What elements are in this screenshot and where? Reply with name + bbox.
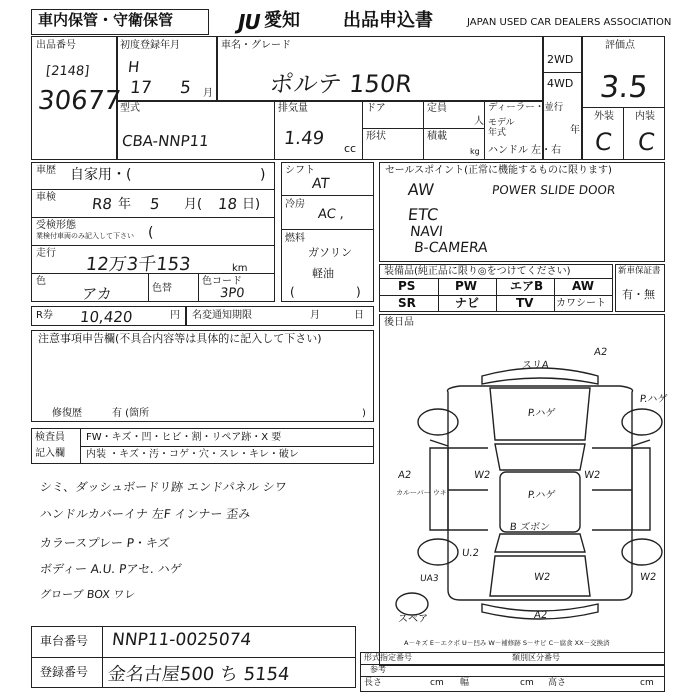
inspection-day-unit: 日) [242,197,261,212]
displacement-value: 1.49 [282,128,326,149]
fuel-label: 燃料 [285,233,305,244]
name-change-day: 日 [354,310,364,321]
fuel-diesel: 軽油 [312,267,334,280]
receipt-label: 受検形態 [36,220,76,231]
ac-label: 冷房 [285,199,305,210]
name-change-label: 名変通知期限 [192,310,252,321]
receipt-value: ( [148,225,154,241]
color-code-value: 3P0 [219,286,246,301]
note-line-1: シミ、ダッシュボードリ跡 エンドパネル シワ [39,480,288,494]
model-year-label-2: 年式 [488,128,507,138]
lot-label: 出品番号 [36,40,76,51]
color-value: アカ [81,285,113,303]
warranty-label: 新車保証書 [618,266,661,276]
drive-2wd: 2WD [547,53,574,66]
shift-label: シフト [285,165,315,176]
inspection-month: 5 [149,195,161,213]
score-value: 3.5 [598,70,650,105]
note-line-3: カラースプレー P・キズ [39,536,171,550]
equip-pw: PW [455,279,478,293]
equip-airbag: エアB [510,279,544,293]
recycle-value: 10,420 [79,308,134,326]
length-unit: cm [430,678,444,688]
diagram-side-note: カルーバー ウキ [395,489,448,497]
diagram-w2-rear: W2 [533,572,551,583]
history-label: 車歴 [36,165,56,176]
capacity-unit: 人 [474,116,484,127]
inspector-label-1: 検査員 [35,432,65,443]
registration-year: 17 [128,78,153,98]
equipment-label: 装備品(純正品に限り◎をつけてください) [384,266,571,277]
history-close: ) [260,167,266,183]
ju-logo: JU [238,10,260,34]
shape-label: 形状 [366,131,386,142]
note-line-2: ハンドルカバーイナ 左F インナー 歪み [39,507,252,521]
after-items-label: 後日品 [384,317,414,328]
inspection-day: 18 [217,195,239,213]
interior-label: 内装 [635,111,655,122]
height-unit: cm [640,678,654,688]
width-label: 幅 [460,678,470,688]
dealer-label: ディーラー・並行 [488,102,564,113]
damage-legend: A－キズ E－エクボ U－凹み W－補修跡 S－サビ C－腐食 XX－交換済 [404,639,610,647]
door-label: ドア [366,103,386,114]
diagram-w2-right: W2 [583,470,601,481]
mileage-value: 12万3千153 [84,254,192,275]
inspection-month-unit: 月( [184,197,203,212]
registration-month-unit: 月 [203,88,213,99]
inspector-row-2: 内装 ・キズ・汚・コゲ・穴・スレ・キレ・破レ [86,449,299,460]
registration-label: 初度登録年月 [120,40,180,51]
length-label: 長さ [364,678,383,688]
diagram-a2-bottom: A2 [533,610,548,621]
diagram-trunk: B ズボン [509,522,551,533]
class-label: 類別区分番号 [512,653,560,662]
equip-ps: PS [398,279,416,293]
shift-value: AT [311,176,330,192]
sales-point-slide-door: POWER SLIDE DOOR [491,183,616,197]
equip-aw: AW [572,279,594,293]
diagram-a2-left: A2 [397,470,412,481]
name-change-month: 月 [310,310,320,321]
displacement-unit: cc [344,142,357,155]
year-unit: 年 [570,125,580,136]
cert-label: 形式指定番号 [364,653,412,662]
sales-point-etc: ETC [407,205,440,224]
color-code-label: 色コード [202,276,242,287]
sales-point-camera: B-CAMERA [413,240,489,256]
model-label: 車名・グレード [221,40,291,51]
load-unit: kg [470,147,480,156]
sales-point-navi: NAVI [409,224,444,240]
equip-tv: TV [516,296,534,310]
storage-label: 車内保管・守衛保管 [38,11,174,29]
type-value: CBA-NNP11 [121,132,210,150]
interior-value: C [636,128,657,156]
capacity-label: 定員 [427,103,447,114]
spare-label: スペア [398,614,428,625]
note-line-5: グローブ BOX ワレ [39,588,136,601]
type-label: 型式 [120,103,140,114]
plate-value: 金名古屋500 ち 5154 [106,664,291,685]
sales-point-aw: AW [407,180,435,199]
repair-close: ) [362,408,366,419]
form-title: 出品申込書 [343,10,433,31]
diagram-top: スリA [521,360,550,371]
warranty-value: 有・無 [622,288,655,301]
fuel-paren-open: ( [290,285,295,299]
diagram-w2-rear-right: W2 [639,572,657,583]
recycle-label: R券 [36,310,53,321]
mileage-label: 走行 [36,248,56,259]
equip-navi: ナビ [455,296,480,310]
equip-sr: SR [398,296,416,310]
diagram-roof: P.ハゲ [527,490,557,501]
exterior-value: C [593,128,614,156]
diagram-ua3: UA3 [419,574,440,584]
handle-label: ハンドル 左・右 [488,145,562,156]
repair-value: 有 (箇所 [112,408,150,419]
diagram-fender: P.ハゲ [639,394,669,405]
height-label: 高さ [548,678,567,688]
chassis-label: 車台番号 [40,634,89,648]
ac-value: AC , [317,207,345,222]
inspector-row-1: FW・キズ・凹・ヒビ・割・リペア跡・X 要 [86,432,282,443]
lot-sub-number: [2148] [45,64,91,79]
diagram-rear-left: U.2 [461,548,480,559]
drive-4wd: 4WD [547,77,574,90]
fuel-paren-close: ) [356,285,361,299]
plate-label: 登録番号 [40,665,89,679]
exterior-label: 外装 [594,111,614,122]
color-change-label: 色替 [152,283,172,294]
diagram-hood: P.ハゲ [527,408,557,419]
sales-points-label: セールスポイント(正常に機能するものに限ります) [385,165,612,176]
displacement-label: 排気量 [278,103,308,114]
mileage-unit: km [232,263,248,274]
registration-era: H [127,58,141,76]
note-line-4: ボディー A.U. Pアセ. ハゲ [39,562,183,576]
repair-label: 修復歴 [52,408,82,419]
association-name: JAPAN USED CAR DEALERS ASSOCIATION [467,17,672,28]
receipt-note: 業検付車両のみ記入して下さい [36,232,134,240]
registration-month: 5 [178,78,192,98]
org-name: 愛知 [264,10,300,31]
diagram-a2-top: A2 [593,347,608,358]
diagram-w2-left: W2 [473,470,491,481]
lot-number: 30677 [36,86,123,116]
fuel-gasoline: ガソリン [308,246,352,259]
score-label: 評価点 [605,40,635,51]
width-unit: cm [520,678,534,688]
model-value: ポルテ 150R [268,70,414,98]
ref-label: 参考 [370,665,386,674]
model-year-label-1: モデル [488,118,515,128]
inspection-year-unit: 年 [118,197,132,212]
inspection-label: 車検 [36,192,56,203]
inspector-label-2: 記入欄 [35,448,65,459]
color-label: 色 [36,276,46,287]
notes-label: 注意事項申告欄(不具合内容等は具体的に記入して下さい) [38,332,322,345]
equip-leather: カワシート [556,298,606,309]
inspection-era: R8 [91,195,113,213]
load-label: 積載 [427,131,447,142]
history-value: 自家用・( [70,167,132,183]
recycle-unit: 円 [170,310,180,321]
chassis-value: NNP11-0025074 [110,630,253,650]
